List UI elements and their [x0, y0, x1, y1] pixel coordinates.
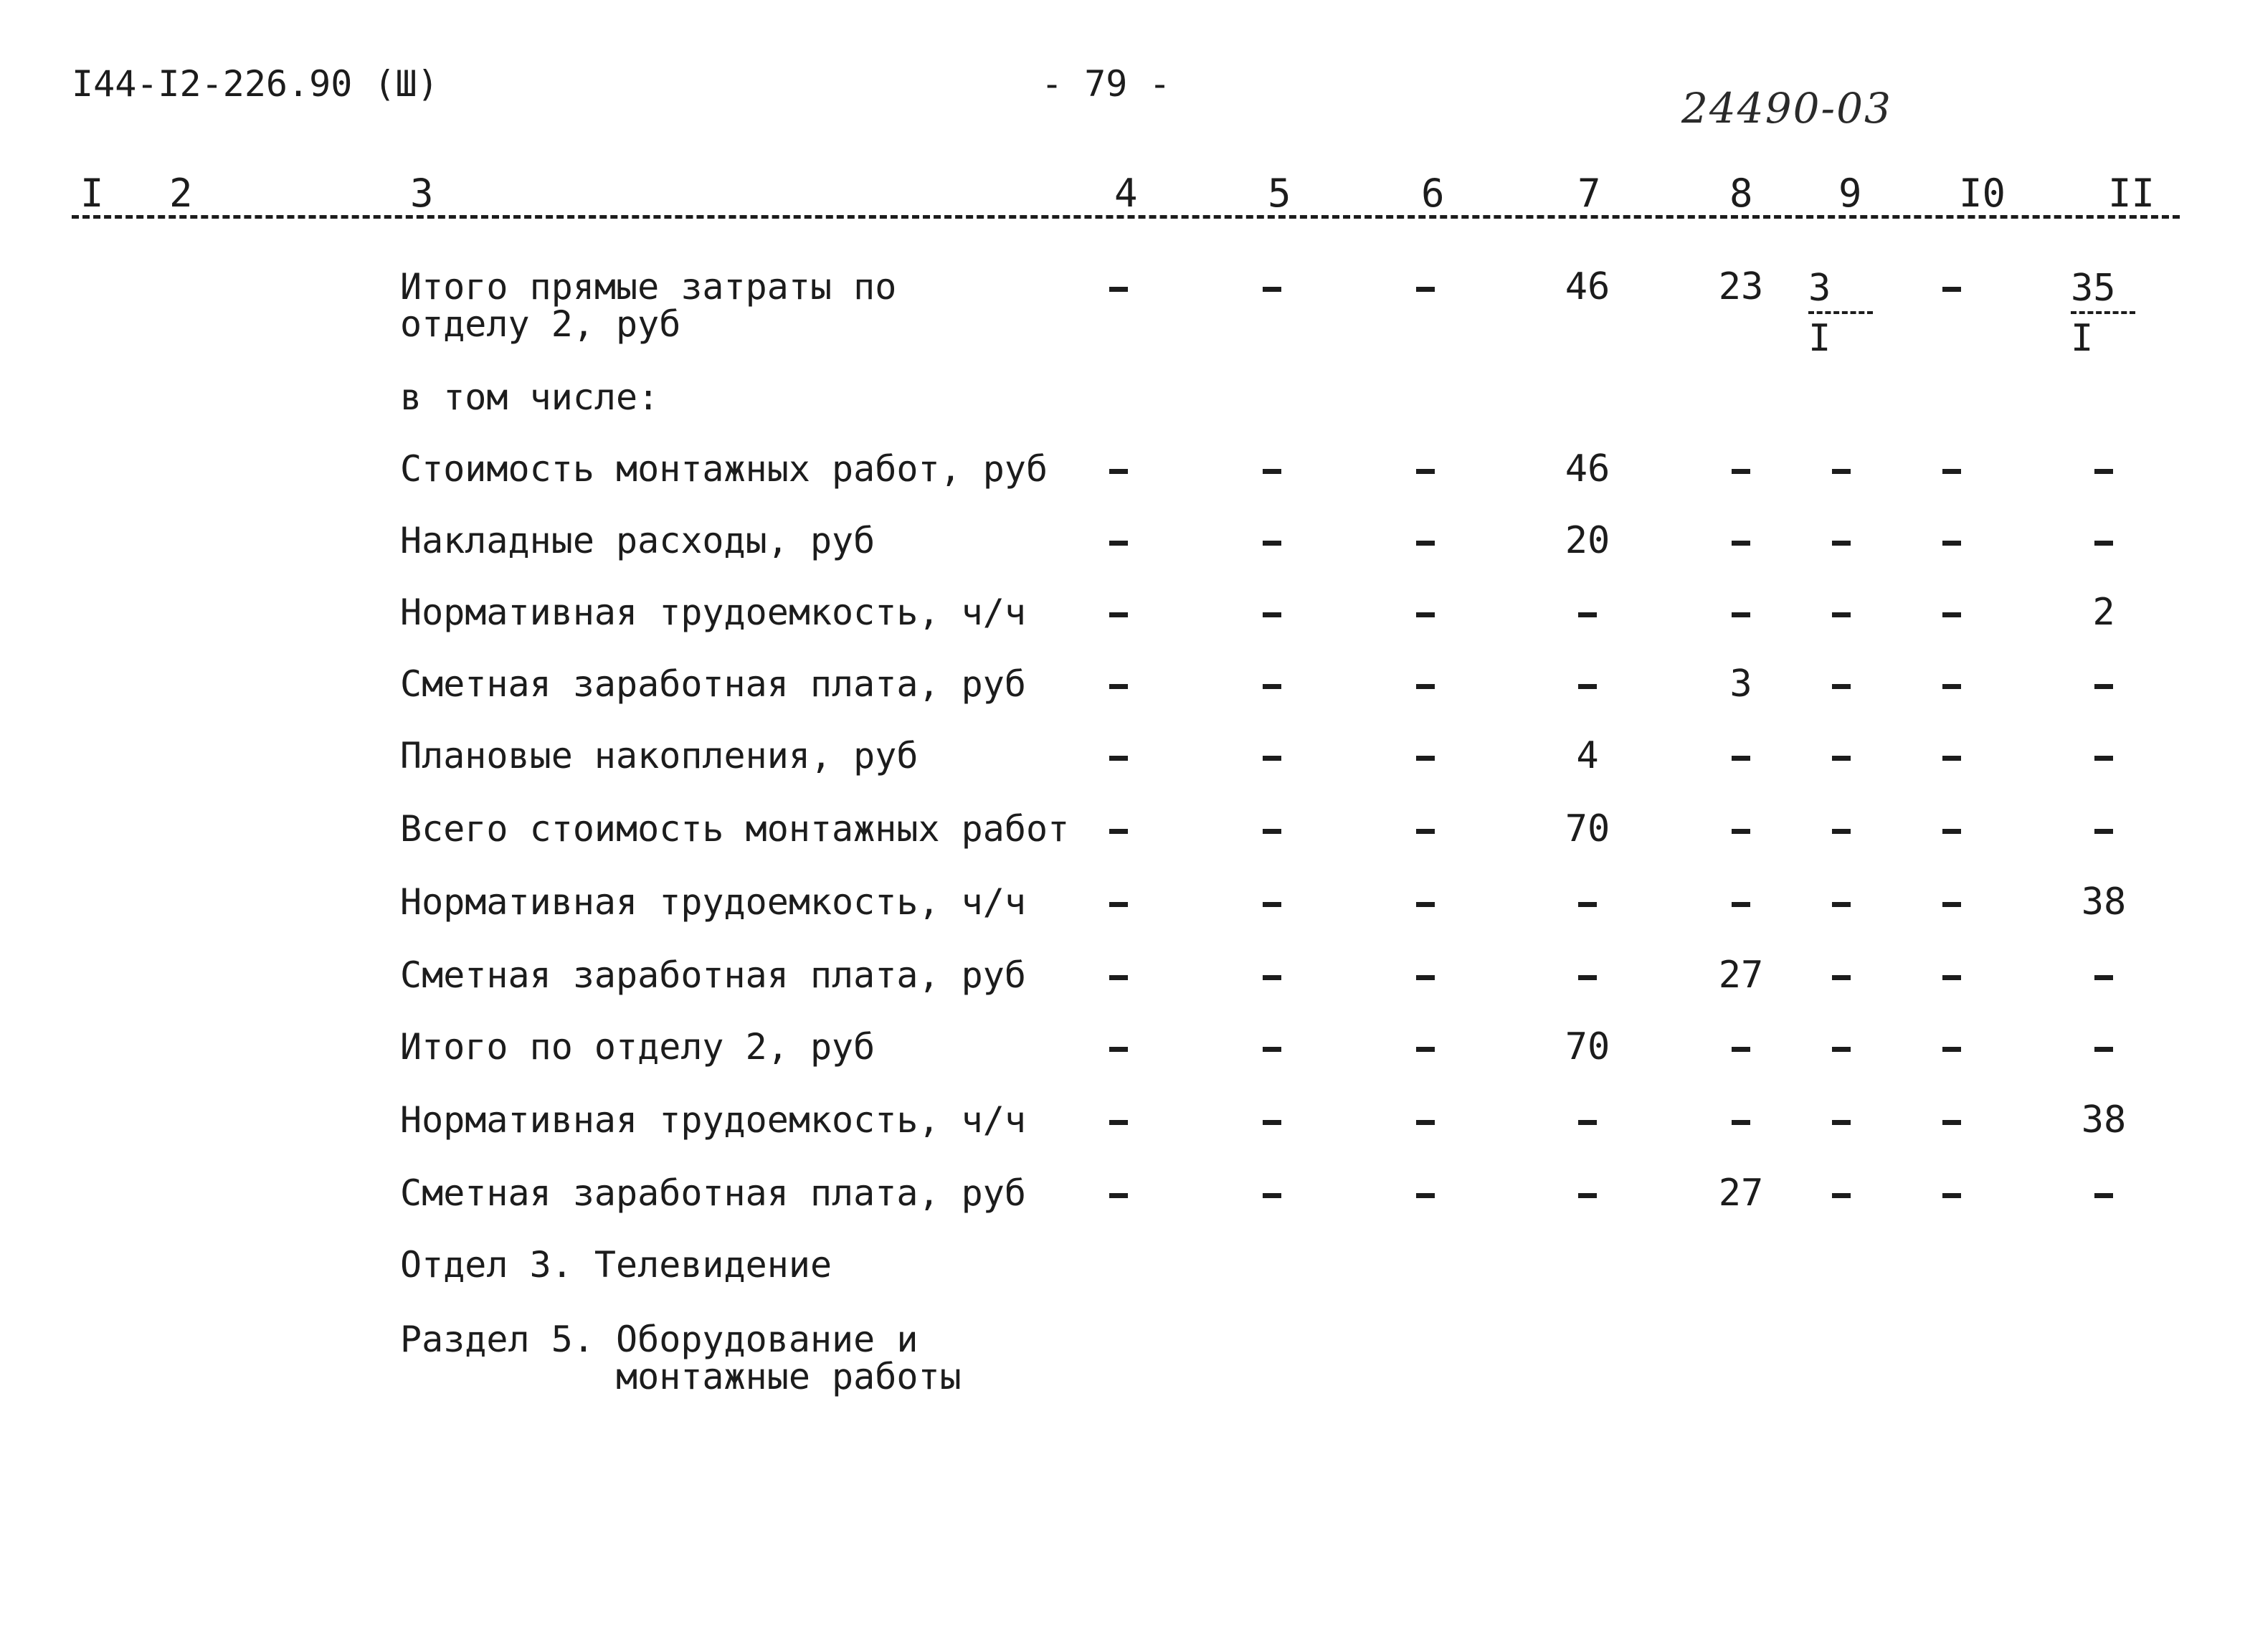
empty-cell-dash [1263, 541, 1281, 546]
empty-cell-dash [1263, 902, 1281, 907]
empty-cell-dash [1942, 612, 1961, 617]
empty-cell-dash [1732, 469, 1750, 474]
empty-cell-dash [1578, 1120, 1597, 1125]
empty-cell-dash [1578, 1193, 1597, 1198]
empty-cell-dash [1416, 1047, 1435, 1052]
empty-cell-dash [1263, 756, 1281, 761]
value-cell-c11: 38 [2081, 1098, 2127, 1141]
row-label: Нормативная трудоемкость, ч/ч [400, 881, 1026, 923]
row-label: Итого прямые затраты по отделу 2, руб [400, 266, 897, 345]
column-number-9: 9 [1838, 171, 1862, 216]
empty-cell-dash [1416, 287, 1435, 292]
value-cell-c8: 3 [1729, 663, 1752, 706]
empty-cell-dash [1832, 1193, 1851, 1198]
empty-cell-dash [1832, 1120, 1851, 1125]
empty-cell-dash [1109, 541, 1128, 546]
value-cell-c8: 23 [1718, 265, 1764, 308]
value-cell-c7: 70 [1565, 807, 1610, 850]
column-number-2: 2 [169, 171, 193, 216]
empty-cell-dash [1832, 829, 1851, 834]
empty-cell-dash [1416, 541, 1435, 546]
empty-cell-dash [1416, 902, 1435, 907]
value-cell-c8: 27 [1718, 1172, 1764, 1215]
empty-cell-dash [1832, 684, 1851, 689]
fraction-cell-c11 [2071, 267, 2157, 360]
empty-cell-dash [1263, 469, 1281, 474]
empty-cell-dash [1942, 469, 1961, 474]
empty-cell-dash [1263, 975, 1281, 980]
empty-cell-dash [1832, 469, 1851, 474]
empty-cell-dash [1109, 287, 1128, 292]
empty-cell-dash [2094, 684, 2113, 689]
empty-cell-dash [1578, 612, 1597, 617]
empty-cell-dash [1109, 612, 1128, 617]
empty-cell-dash [2094, 1193, 2113, 1198]
empty-cell-dash [1263, 612, 1281, 617]
empty-cell-dash [1109, 469, 1128, 474]
empty-cell-dash [1416, 469, 1435, 474]
empty-cell-dash [1732, 756, 1750, 761]
column-number-6: 6 [1421, 171, 1445, 216]
row-label: Плановые накопления, руб [400, 735, 919, 777]
row-label: Отдел 3. Телевидение [400, 1244, 832, 1286]
row-label: Сметная заработная плата, руб [400, 1172, 1026, 1214]
empty-cell-dash [1416, 756, 1435, 761]
empty-cell-dash [1732, 1120, 1750, 1125]
document-code: I44-I2-226.90 (Ш) [72, 63, 439, 105]
empty-cell-dash [1832, 902, 1851, 907]
empty-cell-dash [1578, 684, 1597, 689]
value-cell-c7: 4 [1576, 734, 1599, 777]
empty-cell-dash [1942, 1047, 1961, 1052]
empty-cell-dash [1416, 975, 1435, 980]
empty-cell-dash [1832, 612, 1851, 617]
empty-cell-dash [1942, 684, 1961, 689]
row-label: Раздел 5. Оборудование и монтажные работы [400, 1319, 962, 1397]
fraction-denominator: I [1808, 317, 1831, 360]
empty-cell-dash [1416, 612, 1435, 617]
value-cell-c11: 38 [2081, 880, 2127, 924]
empty-cell-dash [1109, 756, 1128, 761]
row-label: Всего стоимость монтажных работ [400, 808, 1070, 850]
empty-cell-dash [1109, 975, 1128, 980]
row-label: Итого по отделу 2, руб [400, 1026, 875, 1068]
value-cell-c11: 2 [2092, 591, 2115, 634]
column-number-4: 4 [1114, 171, 1138, 216]
fraction-denominator: I [2071, 317, 2094, 360]
empty-cell-dash [1263, 829, 1281, 834]
empty-cell-dash [1832, 975, 1851, 980]
empty-cell-dash [1109, 829, 1128, 834]
empty-cell-dash [1832, 541, 1851, 546]
empty-cell-dash [1942, 975, 1961, 980]
fraction-numerator: 3 [1808, 267, 1873, 314]
fraction-cell-c9 [1808, 267, 1894, 360]
empty-cell-dash [2094, 541, 2113, 546]
empty-cell-dash [1732, 541, 1750, 546]
row-label: Нормативная трудоемкость, ч/ч [400, 592, 1026, 633]
column-number-11: II [2108, 171, 2155, 216]
empty-cell-dash [1942, 902, 1961, 907]
empty-cell-dash [1263, 684, 1281, 689]
empty-cell-dash [2094, 469, 2113, 474]
empty-cell-dash [1942, 829, 1961, 834]
row-label: в том числе: [400, 376, 660, 418]
empty-cell-dash [1263, 287, 1281, 292]
empty-cell-dash [1732, 1047, 1750, 1052]
row-label: Накладные расходы, руб [400, 520, 875, 561]
empty-cell-dash [1832, 1047, 1851, 1052]
empty-cell-dash [1416, 1120, 1435, 1125]
empty-cell-dash [1263, 1120, 1281, 1125]
empty-cell-dash [1109, 684, 1128, 689]
stamp-number: 24490-03 [1681, 84, 1892, 133]
empty-cell-dash [1832, 756, 1851, 761]
empty-cell-dash [1942, 1120, 1961, 1125]
fraction-numerator: 35 [2071, 267, 2135, 314]
empty-cell-dash [2094, 829, 2113, 834]
column-number-10: I0 [1959, 171, 2006, 216]
empty-cell-dash [1109, 1047, 1128, 1052]
page-number: - 79 - [1041, 63, 1171, 105]
empty-cell-dash [1732, 612, 1750, 617]
value-cell-c7: 46 [1565, 447, 1610, 490]
column-number-7: 7 [1577, 171, 1601, 216]
column-number-3: 3 [410, 171, 434, 216]
empty-cell-dash [1416, 829, 1435, 834]
empty-cell-dash [1109, 1120, 1128, 1125]
empty-cell-dash [1263, 1193, 1281, 1198]
empty-cell-dash [1263, 1047, 1281, 1052]
column-number-1: I [80, 171, 104, 216]
row-label: Стоимость монтажных работ, руб [400, 448, 1048, 490]
value-cell-c8: 27 [1718, 954, 1764, 997]
empty-cell-dash [1942, 541, 1961, 546]
empty-cell-dash [2094, 1047, 2113, 1052]
empty-cell-dash [1942, 287, 1961, 292]
empty-cell-dash [1942, 1193, 1961, 1198]
column-number-5: 5 [1268, 171, 1291, 216]
empty-cell-dash [1732, 902, 1750, 907]
row-label: Сметная заработная плата, руб [400, 663, 1026, 705]
column-number-8: 8 [1729, 171, 1753, 216]
empty-cell-dash [1416, 684, 1435, 689]
row-label: Сметная заработная плата, руб [400, 954, 1026, 996]
empty-cell-dash [1416, 1193, 1435, 1198]
header-divider [72, 215, 2180, 219]
empty-cell-dash [1942, 756, 1961, 761]
empty-cell-dash [2094, 975, 2113, 980]
empty-cell-dash [1109, 1193, 1128, 1198]
empty-cell-dash [1732, 829, 1750, 834]
empty-cell-dash [1578, 902, 1597, 907]
value-cell-c7: 70 [1565, 1025, 1610, 1068]
value-cell-c7: 20 [1565, 519, 1610, 562]
row-label: Нормативная трудоемкость, ч/ч [400, 1099, 1026, 1141]
value-cell-c7: 46 [1565, 265, 1610, 308]
empty-cell-dash [1109, 902, 1128, 907]
empty-cell-dash [1578, 975, 1597, 980]
empty-cell-dash [2094, 756, 2113, 761]
